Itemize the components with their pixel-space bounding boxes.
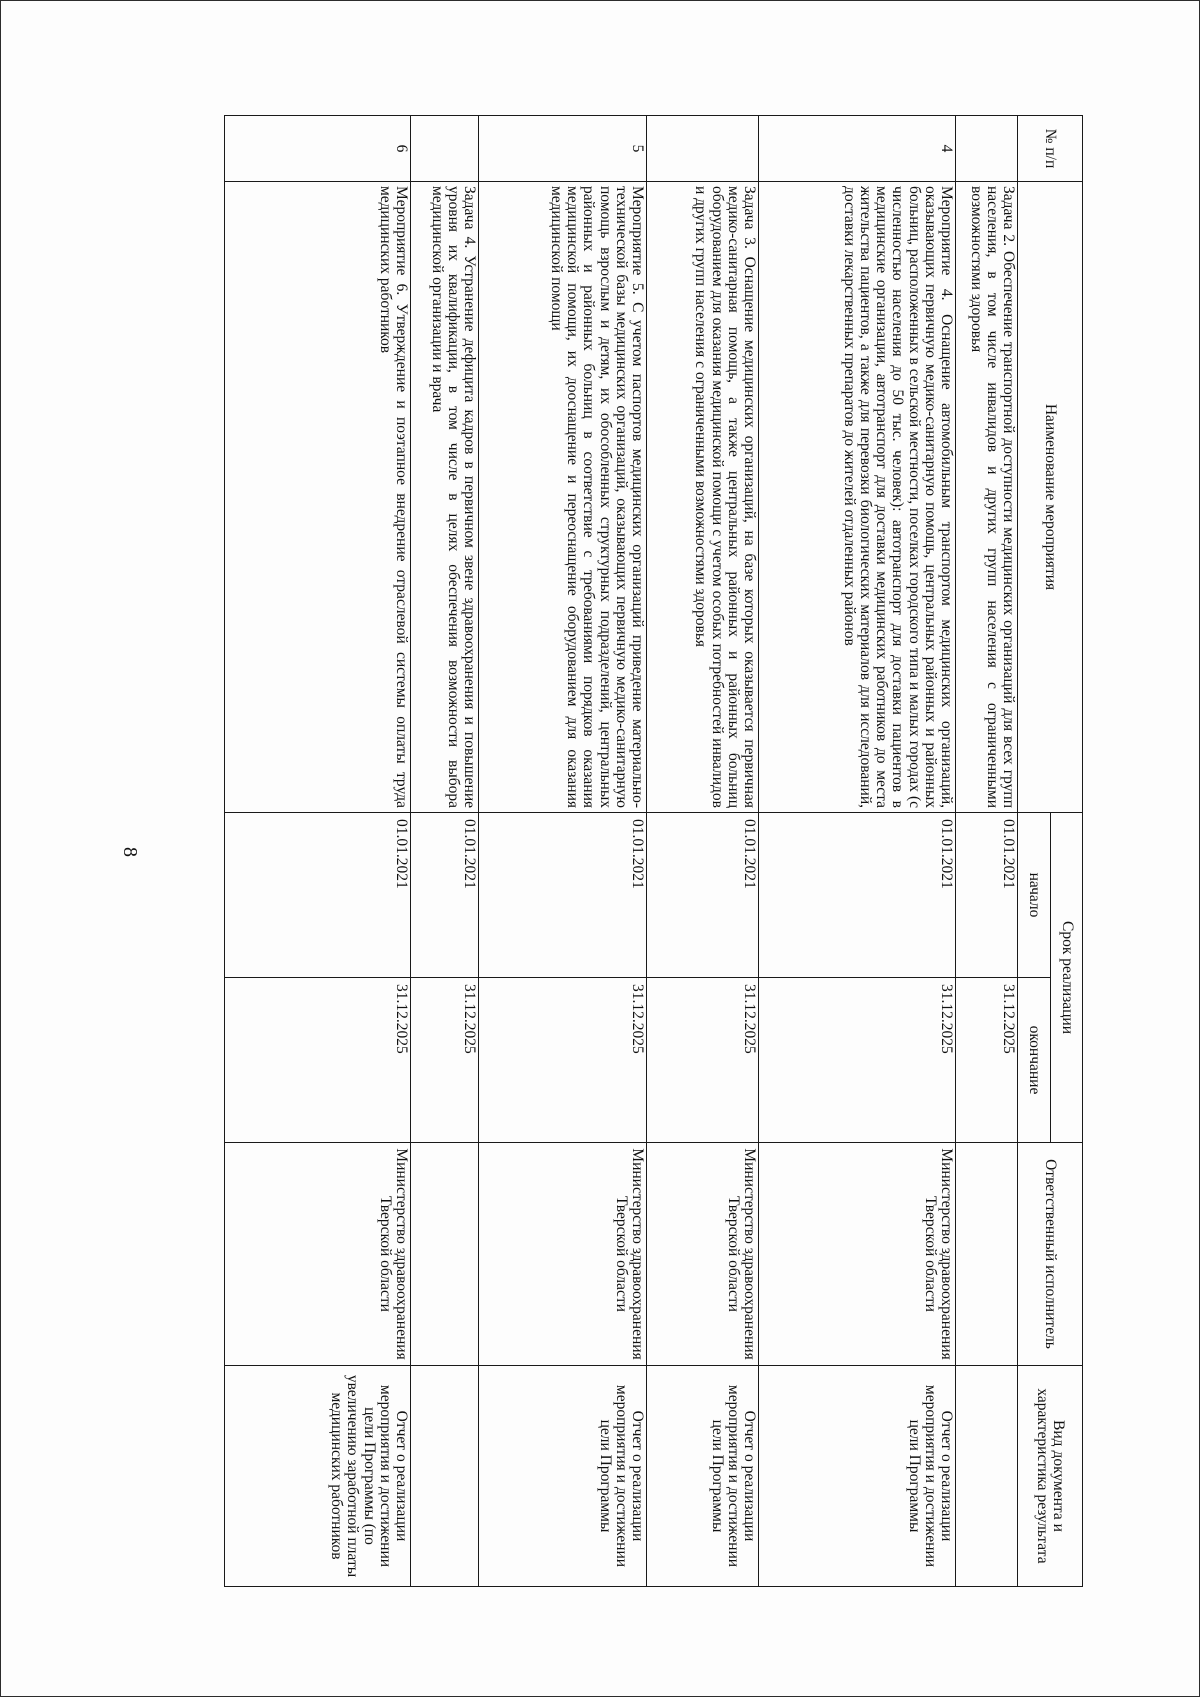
table-row <box>956 116 1018 1587</box>
cell-start: 01.01.2021 <box>759 813 956 978</box>
cell-doc: Отчет о реализации мероприятия и достижении цели Программы <box>647 1366 759 1587</box>
cell-num <box>411 116 479 182</box>
cell-executor: Министерство здравоохранения Тверской области <box>225 1143 411 1366</box>
table-row <box>759 116 956 1587</box>
header-period: Срок реализации <box>1051 813 1083 1143</box>
cell-executor: Министерство здравоохранения Тверской области <box>479 1143 647 1366</box>
cell-executor <box>956 1143 1018 1366</box>
cell-name: Мероприятие 6. Утверждение и поэтапное внедрение отраслевой системы оплаты труда медицинских работников <box>225 182 411 813</box>
cell-end: 31.12.2025 <box>956 978 1018 1143</box>
cell-name: Задача 2. Обеспечение транспортной доступности медицинских организаций для всех групп населения, в том числе инвалидов и других групп населения с ограниченными возможностями здоровья <box>956 182 1018 813</box>
header-executor: Ответственный исполнитель <box>1018 1143 1083 1366</box>
header-num: № п/п <box>1018 116 1083 182</box>
header-row <box>1051 116 1083 1587</box>
cell-doc: Отчет о реализации мероприятия и достижении цели Программы <box>759 1366 956 1587</box>
cell-doc <box>956 1366 1018 1587</box>
cell-name: Мероприятие 4. Оснащение автомобильным транспортом медицинских организаций, оказывающих первичную медико-санитарную помощь, центральных районных и районных больниц, расположенных в сельской местности, поселках городского типа и малых городах (с численностью населения до 50 тыс. человек): автотранспорт для доставки пациентов в медицинские организации, автотранспорт для доставки медицинских работников до места жительства пациентов, а также для перевозки биологических материалов для исследований, доставки лекарственных препаратов до жителей отдаленных районов <box>759 182 956 813</box>
cell-end: 31.12.2025 <box>647 978 759 1143</box>
cell-start: 01.01.2021 <box>647 813 759 978</box>
cell-executor: Министерство здравоохранения Тверской области <box>759 1143 956 1366</box>
table-row <box>411 116 479 1587</box>
cell-end: 31.12.2025 <box>411 978 479 1143</box>
rotated-table-container <box>181 115 1083 1586</box>
cell-doc: Отчет о реализации мероприятия и достижении цели Программы (по увеличению заработной платы медицинских работников <box>225 1366 411 1587</box>
header-name: Наименование мероприятия <box>1018 182 1083 813</box>
cell-name: Задача 4. Устранение дефицита кадров в первичном звене здравоохранения и повышение уровня их квалификации, в том числе в целях обеспечения возможности выбора медицинской организации и врача <box>411 182 479 813</box>
cell-end: 31.12.2025 <box>479 978 647 1143</box>
header-end: окончание <box>1018 978 1051 1143</box>
table-row <box>479 116 647 1587</box>
cell-start: 01.01.2021 <box>225 813 411 978</box>
cell-num: 5 <box>479 116 647 182</box>
cell-num: 4 <box>759 116 956 182</box>
table-row <box>647 116 759 1587</box>
program-table <box>224 115 1083 1587</box>
table-body <box>225 116 1018 1587</box>
cell-name: Мероприятие 5. С учетом паспортов медицинских организаций приведение материально-технической базы медицинских организаций, оказывающих первичную медико-санитарную помощь взрослым и детям, их обособленных структурных подразделений, центральных районных и районных больниц в соответствие с требованиями порядков оказания медицинской помощи, их дооснащение и переоснащение оборудованием для оказания медицинской помощи <box>479 182 647 813</box>
header-start: начало <box>1018 813 1051 978</box>
cell-end: 31.12.2025 <box>225 978 411 1143</box>
cell-num: 6 <box>225 116 411 182</box>
cell-start: 01.01.2021 <box>956 813 1018 978</box>
page-number: 8 <box>119 847 141 857</box>
cell-executor <box>411 1143 479 1366</box>
cell-doc: Отчет о реализации мероприятия и достижении цели Программы <box>479 1366 647 1587</box>
cell-name: Задача 3. Оснащение медицинских организаций, на базе которых оказывается первичная медико-санитарная помощь, а также центральных районных и районных больниц оборудованием для оказания медицинской помощи с учетом особых потребностей инвалидов и других групп населения с ограниченными возможностями здоровья <box>647 182 759 813</box>
cell-start: 01.01.2021 <box>411 813 479 978</box>
cell-executor: Министерство здравоохранения Тверской области <box>647 1143 759 1366</box>
cell-end: 31.12.2025 <box>759 978 956 1143</box>
cell-start: 01.01.2021 <box>479 813 647 978</box>
cell-num <box>647 116 759 182</box>
cell-doc <box>411 1366 479 1587</box>
cell-num <box>956 116 1018 182</box>
header-doc: Вид документа и характеристика результата <box>1018 1366 1083 1587</box>
table-row <box>225 116 411 1587</box>
